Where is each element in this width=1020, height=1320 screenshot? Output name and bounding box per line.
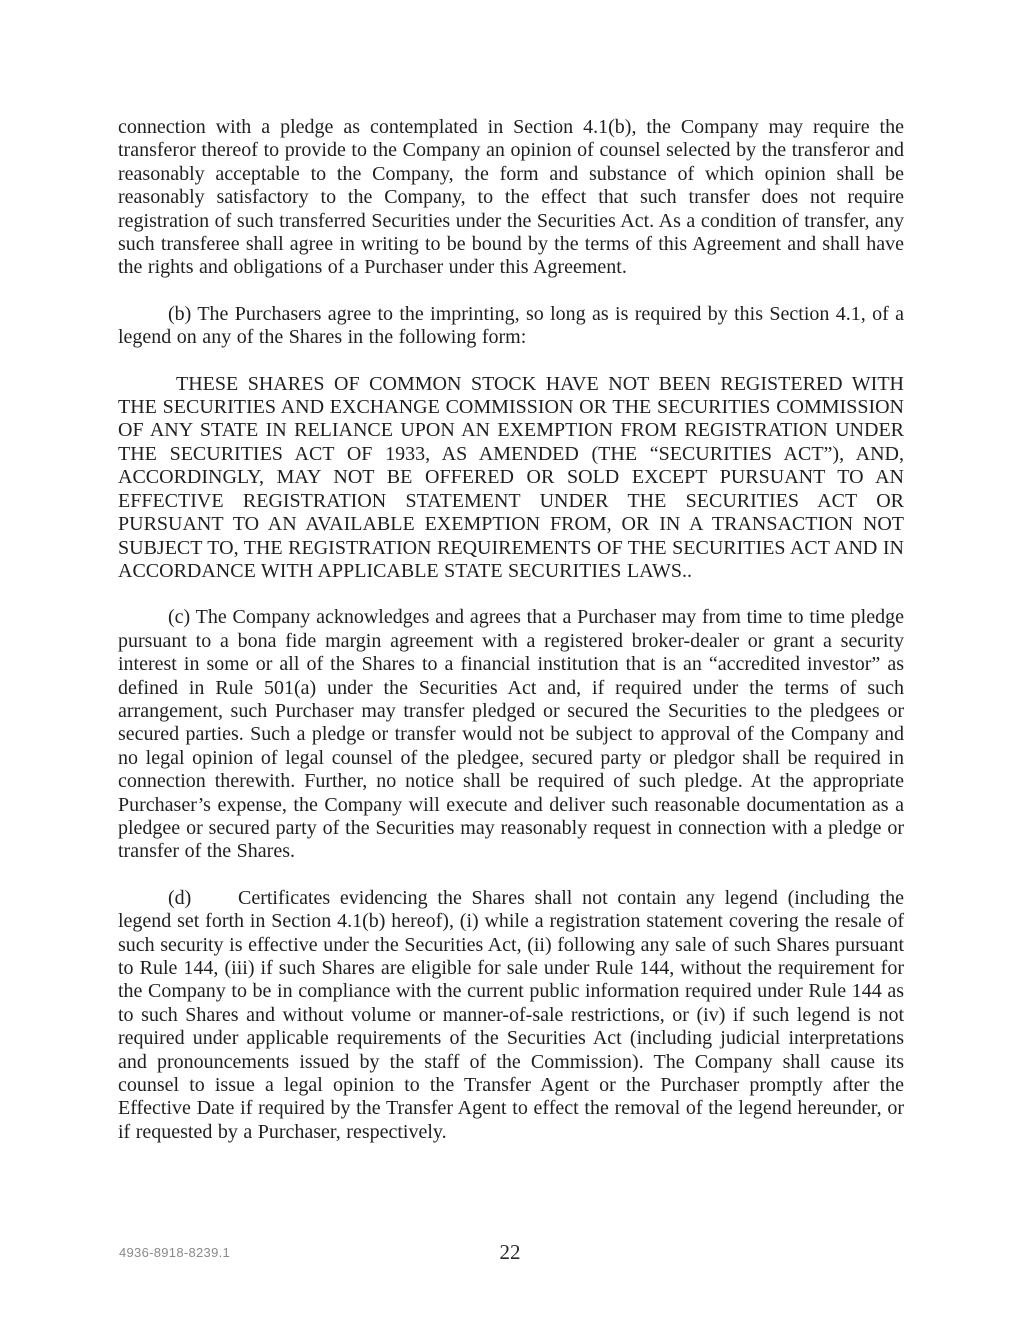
paragraph-d-label: (d) bbox=[168, 886, 192, 909]
securities-legend-block: THESE SHARES OF COMMON STOCK HAVE NOT BEEN REGISTERED WITH THE SECURITIES AND EXCHANGE COMMISSION OR THE SECURITIES COMMISSION OF ANY STATE IN RELIANCE UPON AN EXEMPTION FROM REGISTRATION UNDER THE SECURITIES ACT OF 1933, AS AMENDED (THE “SECURITIES ACT”), AND, ACCORDINGLY, MAY NOT BE OFFERED OR SOLD EXCEPT PURSUANT TO AN EFFECTIVE REGISTRATION STATEMENT UNDER THE SECURITIES ACT OR PURSUANT TO AN AVAILABLE EXEMPTION FROM, OR IN A TRANSACTION NOT SUBJECT TO, THE REGISTRATION REQUIREMENTS OF THE SECURITIES ACT AND IN ACCORDANCE WITH APPLICABLE STATE SECURITIES LAWS.. bbox=[118, 372, 904, 582]
page-number: 22 bbox=[499, 1240, 521, 1264]
document-body bbox=[118, 0, 904, 1167]
paragraph-d-text: Certificates evidencing the Shares shall not contain any legend (including the legend set forth in Section 4.1(b) hereof), (i) while a registration statement covering the resale of such security is effective under the Securities Act, (ii) following any sale of such Shares pursuant to Rule 144, (iii) if such Shares are eligible for sale under Rule 144, without the requirement for the Company to be in compliance with the current public information required under Rule 144 as to such Shares and without volume or manner-of-sale restrictions, or (iv) if such legend is not required under applicable requirements of the Securities Act (including judicial interpretations and pronouncements issued by the staff of the Commission). The Company shall cause its counsel to issue a legal opinion to the Transfer Agent or the Purchaser promptly after the Effective Date if required by the Transfer Agent to effect the removal of the legend hereunder, or if requested by a Purchaser, respectively. bbox=[118, 886, 904, 1143]
paragraph-d bbox=[118, 887, 904, 1144]
paragraph-b: (b) The Purchasers agree to the imprinting, so long as is required by this Section 4.1, of a legend on any of the Shares in the following form: bbox=[118, 302, 904, 349]
paragraph-c: (c) The Company acknowledges and agrees that a Purchaser may from time to time pledge pursuant to a bona fide margin agreement with a registered broker-dealer or grant a security interest in some or all of the Shares to a financial institution that is an “accredited investor” as defined in Rule 501(a) under the Securities Act and, if required under the terms of such arrangement, such Purchaser may transfer pledged or secured the Securities to the pledgees or secured parties. Such a pledge or transfer would not be subject to approval of the Company and no legal opinion of legal counsel of the pledgee, secured party or pledgor shall be required in connection therewith. Further, no notice shall be required of such pledge. At the appropriate Purchaser’s expense, the Company will execute and deliver such reasonable documentation as a pledgee or secured party of the Securities may reasonably request in connection with a pledge or transfer of the Shares. bbox=[118, 606, 904, 863]
paragraph-continuation: connection with a pledge as contemplated in Section 4.1(b), the Company may require the transferor thereof to provide to the Company an opinion of counsel selected by the transferor and reasonably acceptable to the Company, the form and substance of which opinion shall be reasonably satisfactory to the Company, to the effect that such transfer does not require registration of such transferred Securities under the Securities Act. As a condition of transfer, any such transferee shall agree in writing to be bound by the terms of this Agreement and shall have the rights and obligations of a Purchaser under this Agreement. bbox=[118, 116, 904, 279]
document-id-stamp: 4936-8918-8239.1 bbox=[119, 1245, 231, 1260]
